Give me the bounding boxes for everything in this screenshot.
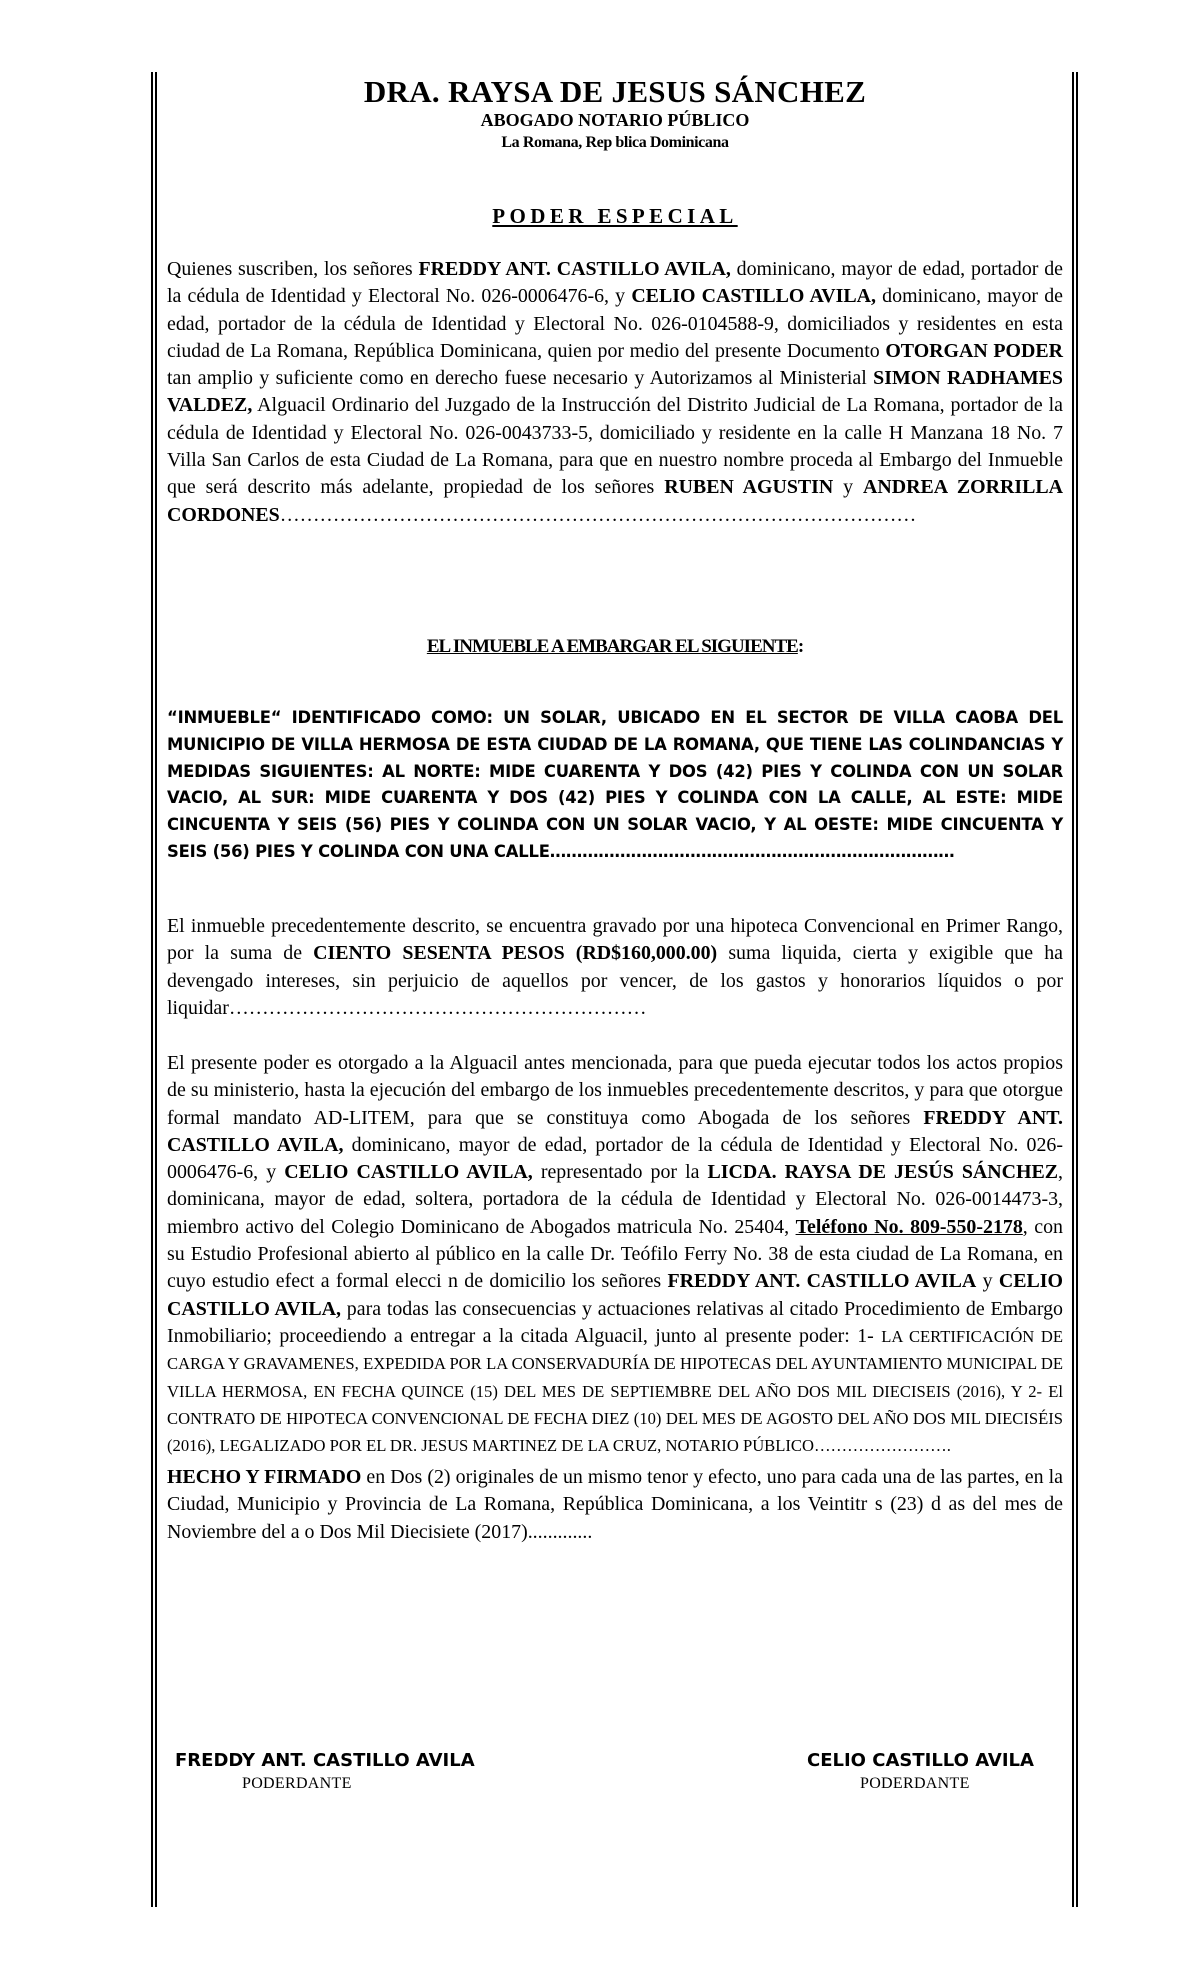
signatory-name: FREDDY ANT. CASTILLO AVILA [175, 1750, 475, 1771]
signatory-name: CELIO CASTILLO AVILA [807, 1750, 1034, 1771]
property-description: “INMUEBLE“ IDENTIFICADO COMO: UN SOLAR, UBICADO EN EL SECTOR DE VILLA CAOBA DEL MUNICIPIO DE VILLA HERMOSA DE ESTA CIUDAD DE LA ROMANA, QUE TIENE LAS COLINDANCIAS Y MEDIDAS SIGUIENTES: AL NORTE: MIDE CUARENTA Y DOS (42) PIES Y COLINDA CON UN SOLAR VACIO, AL SUR: MIDE CUARENTA Y DOS (42) PIES Y COLINDA CON LA CALLE, AL ESTE: MIDE CINCUENTA Y SEIS (56) PIES Y COLINDA CON UN SOLAR VACIO, Y AL OESTE: MIDE CINCUENTA Y SEIS (56) PIES Y COLINDA CON UNA CALLE………………………………………………………………… [167, 708, 1063, 861]
paragraph-mortgage: El inmueble precedentemente descrito, se encuentra gravado por una hipoteca Convencional en Primer Rango, por la suma de CIENTO SESENTA PESOS (RD$160,000.00) suma liquida, cierta y exigible que ha devengado intereses, sin perjuicio de aquellos por vencer, de los gastos y honorarios líquidos o por liquidar……………………………………………………… [167, 915, 1063, 1019]
signature-block-freddy [175, 1750, 475, 1793]
right-border-inner [1072, 72, 1074, 1907]
left-border-inner [155, 72, 157, 1907]
paragraph-signed: HECHO Y FIRMADO en Dos (2) originales de un mismo tenor y efecto, uno para cada una de las partes, en la Ciudad, Municipio y Provincia de La Romana, República Dominicana, a los Veintitr s (23) d as del mes de Noviembre del a o Dos Mil Diecisiete (2017)............. [167, 1466, 1064, 1543]
letterhead-location: La Romana, Rep blica Dominicana [501, 134, 729, 151]
signatory-role: PODERDANTE [242, 1775, 352, 1792]
letterhead-name: DRA. RAYSA DE JESUS SÁNCHEZ [363, 74, 867, 109]
phone-number: Teléfono No. 809-550-2178 [795, 1215, 1023, 1238]
letterhead-role: ABOGADO NOTARIO PÚBLICO [480, 110, 750, 130]
property-subheading: EL INMUEBLE A EMBARGAR EL SIGUIENTE: [426, 636, 804, 657]
paragraph-power-granted: El presente poder es otorgado a la Alguacil antes mencionada, para que pueda ejecutar todos los actos propios de su ministerio, hasta la ejecución del embargo de los inmuebles precedentemente descritos, y para que otorgue formal mandato AD-LITEM, para que se constituya como Abogada de los señores FREDDY ANT. CASTILLO AVILA, dominicano, mayor de edad, portador de la cédula de Identidad y Electoral No. 026-0006476-6, y CELIO CASTILLO AVILA, representado por la LICDA. RAYSA DE JESÚS SÁNCHEZ, dominicana, mayor de edad, soltera, portadora de la cédula de Identidad y Electoral No. 026-0014473-3, miembro activo del Colegio Dominicano de Abogados matricula No. 25404, Teléfono No. 809-550-2178, con su Estudio Profesional abierto al público en la calle Dr. Teófilo Ferry No. 38 de esta ciudad de La Romana, en cuyo estudio efect a formal elecci n de domicilio los señores FREDDY ANT. CASTILLO AVILA y CELIO CASTILLO AVILA, para todas las consecuencias y actuaciones relativas al citado Procedimiento de Embargo Inmobiliario; proceediendo a entregar a la citada Alguacil, junto al presente poder: 1- LA CERTIFICACIÓN DE CARGA Y GRAVAMENES, EXPEDIDA POR LA CONSERVADURÍA DE HIPOTECAS DEL AYUNTAMIENTO MUNICIPAL DE VILLA HERMOSA, EN FECHA QUINCE (15) DEL MES DE SEPTIEMBRE DEL AÑO DOS MIL DIECISEIS (2016), Y 2- El CONTRATO DE HIPOTECA CONVENCIONAL DE FECHA DIEZ (10) DEL MES DE AGOSTO DEL AÑO DOS MIL DIECISÉIS (2016), LEGALIZADO POR EL DR. JESUS MARTINEZ DE LA CRUZ, NOTARIO PÚBLICO……………………. [167, 1052, 1064, 1456]
signature-block-celio [807, 1750, 1067, 1793]
left-border-outer [151, 72, 153, 1907]
signatory-role: PODERDANTE [860, 1775, 970, 1792]
right-border-outer [1076, 72, 1078, 1907]
document-title: PODER ESPECIAL [492, 204, 738, 228]
paragraph-grantors: Quienes suscriben, los señores FREDDY ANT. CASTILLO AVILA, dominicano, mayor de edad, portador de la cédula de Identidad y Electoral No. 026-0006476-6, y CELIO CASTILLO AVILA, dominicano, mayor de edad, portador de la cédula de Identidad y Electoral No. 026-0104588-9, domiciliados y residentes en esta ciudad de La Romana, República Dominicana, quien por medio del presente Documento OTORGAN PODER tan amplio y suficiente como en derecho fuese necesario y Autorizamos al Ministerial SIMON RADHAMES VALDEZ, Alguacil Ordinario del Juzgado de la Instrucción del Distrito Judicial de La Romana, portador de la cédula de Identidad y Electoral No. 026-0043733-5, domiciliado y residente en la calle H Manzana 18 No. 7 Villa San Carlos de esta Ciudad de La Romana, para que en nuestro nombre proceda al Embargo del Inmueble que será descrito más adelante, propiedad de los señores RUBEN AGUSTIN y ANDREA ZORRILLA CORDONES…………………………………………………………………………………… [167, 258, 1063, 526]
